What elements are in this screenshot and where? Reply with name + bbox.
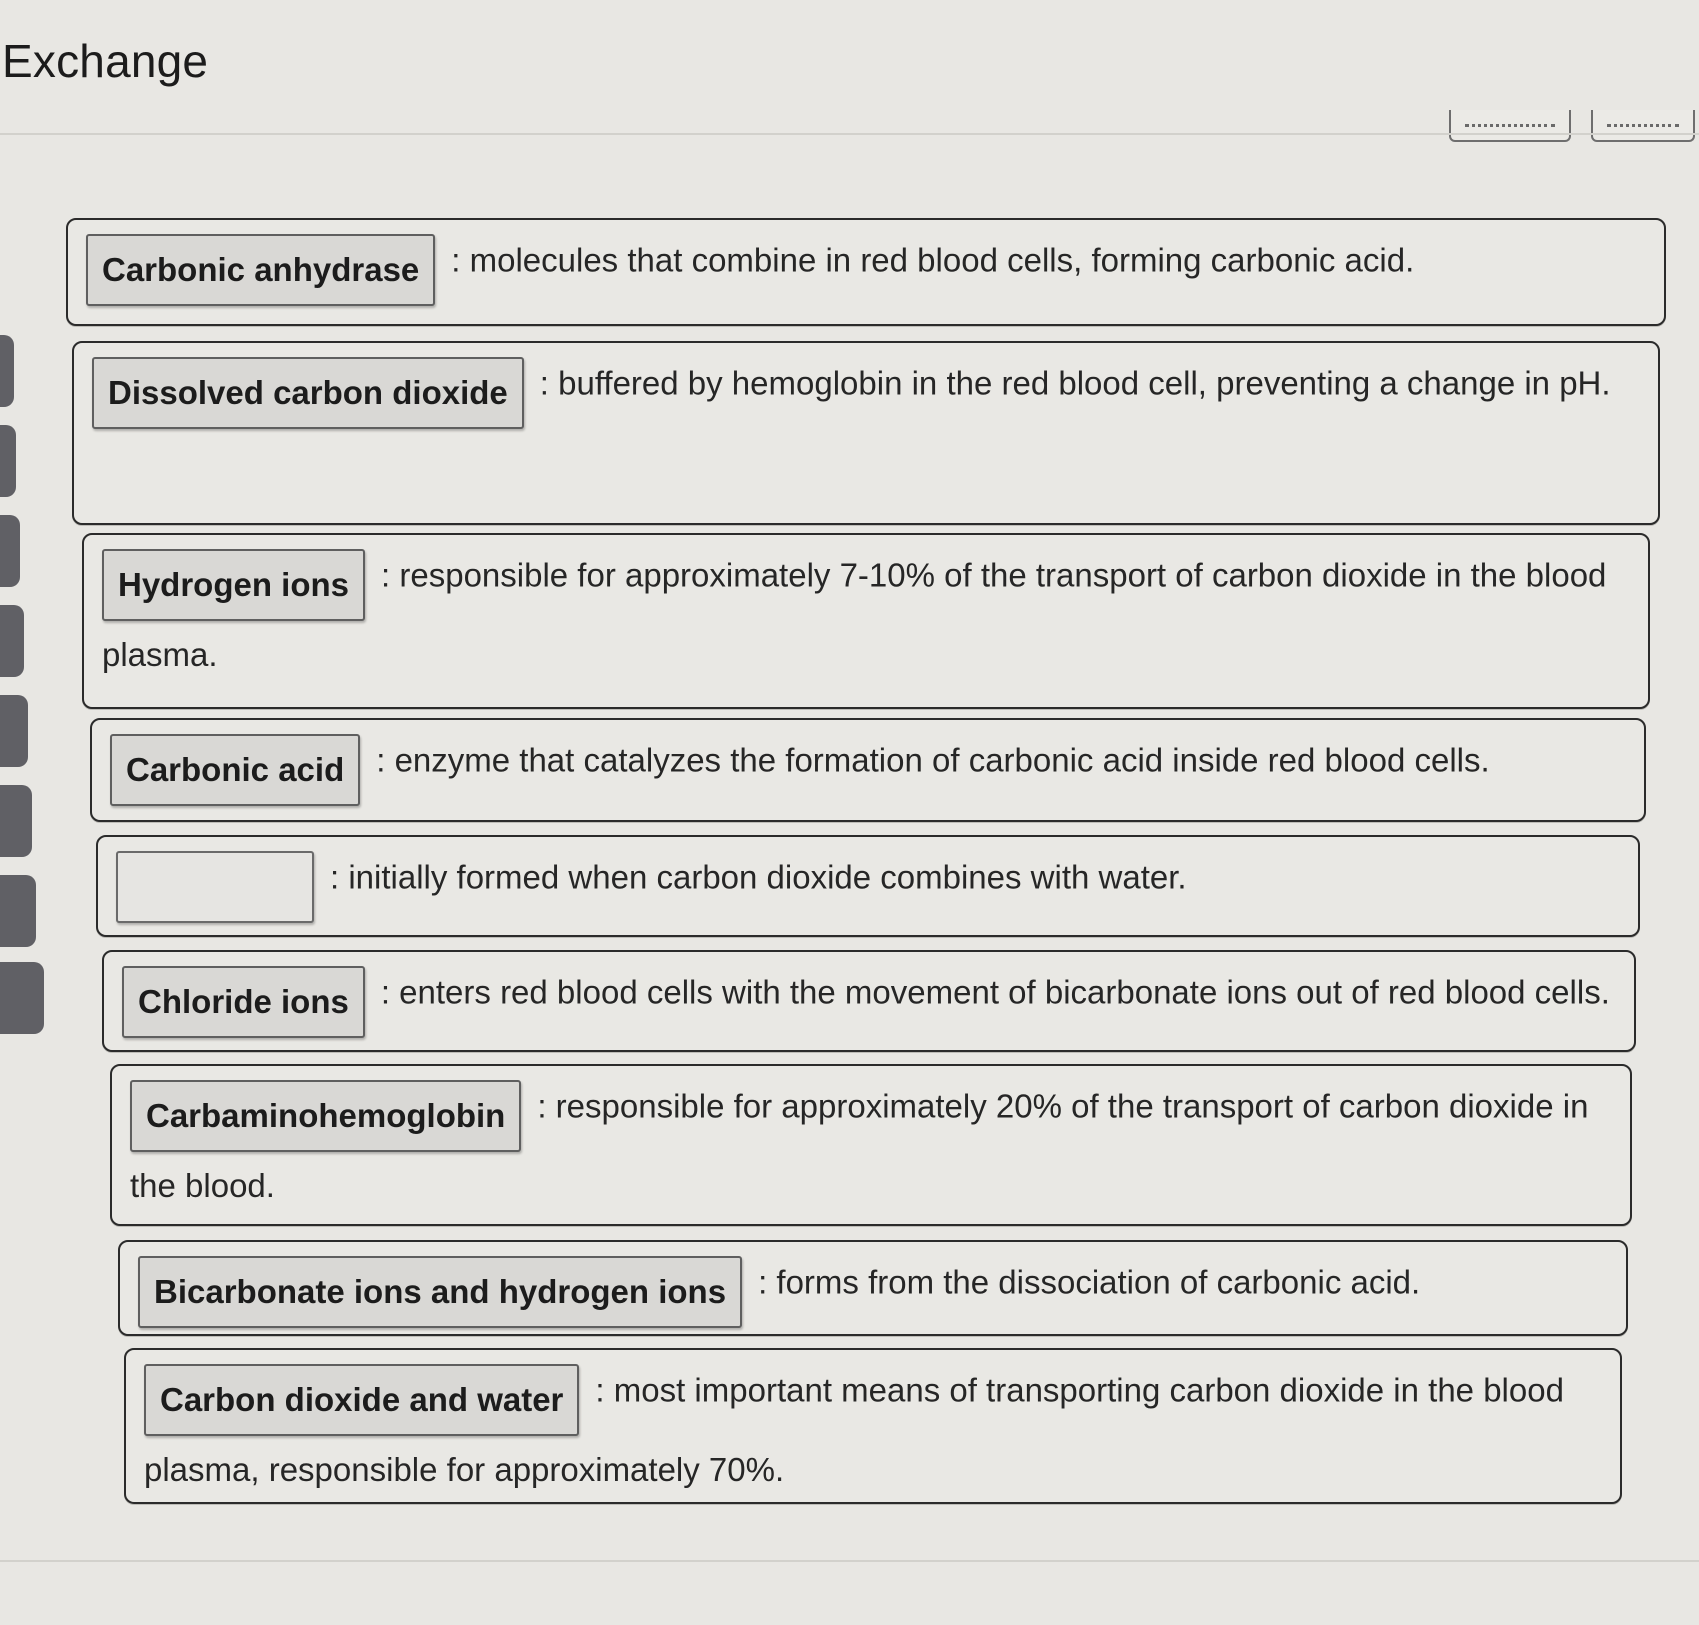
matching-row	[90, 718, 1646, 822]
term-description: : responsible for approximately 20% of the transport of carbon dioxide in the blood.	[130, 1087, 1589, 1204]
title-divider	[0, 133, 1699, 135]
term-drop-target[interactable]: Dissolved carbon dioxide	[92, 357, 524, 429]
term-description: : forms from the dissociation of carbonic acid.	[758, 1263, 1421, 1301]
term-description: : enzyme that catalyzes the formation of carbonic acid inside red blood cells.	[376, 741, 1490, 779]
side-tab[interactable]	[0, 962, 44, 1034]
term-description: : molecules that combine in red blood cells, forming carbonic acid.	[451, 241, 1415, 279]
side-tab[interactable]	[0, 335, 14, 407]
dotted-label-icon	[1465, 124, 1555, 127]
term-drop-target[interactable]: Carbonic anhydrase	[86, 234, 435, 306]
matching-row	[82, 533, 1650, 709]
term-description: : initially formed when carbon dioxide combines with water.	[330, 858, 1187, 896]
matching-row	[118, 1240, 1628, 1336]
matching-row	[96, 835, 1640, 937]
term-drop-target-empty[interactable]	[116, 851, 314, 923]
term-description: : most important means of transporting carbon dioxide in the blood plasma, responsible for approximately 70%.	[144, 1371, 1564, 1488]
side-tab[interactable]	[0, 785, 32, 857]
side-tab[interactable]	[0, 875, 36, 947]
term-description: : enters red blood cells with the movement of bicarbonate ions out of red blood cells.	[380, 973, 1610, 1011]
matching-row	[66, 218, 1666, 326]
bottom-divider	[0, 1560, 1699, 1562]
term-drop-target[interactable]: Carbaminohemoglobin	[130, 1080, 521, 1152]
side-tab[interactable]	[0, 515, 20, 587]
top-button-2[interactable]	[1591, 110, 1695, 142]
term-drop-target[interactable]: Hydrogen ions	[102, 549, 365, 621]
top-button-1[interactable]	[1449, 110, 1571, 142]
matching-row	[124, 1348, 1622, 1504]
side-tab[interactable]	[0, 605, 24, 677]
page-title: Exchange	[2, 35, 209, 87]
term-drop-target[interactable]: Bicarbonate ions and hydrogen ions	[138, 1256, 742, 1328]
matching-row	[72, 341, 1660, 525]
term-description: : responsible for approximately 7-10% of the transport of carbon dioxide in the blood plasma.	[102, 556, 1607, 673]
term-drop-target[interactable]: Chloride ions	[122, 966, 365, 1038]
term-drop-target[interactable]: Carbon dioxide and water	[144, 1364, 579, 1436]
term-description: : buffered by hemoglobin in the red blood cell, preventing a change in pH.	[539, 364, 1611, 402]
dotted-label-icon	[1607, 124, 1679, 127]
matching-row	[102, 950, 1636, 1052]
side-tab[interactable]	[0, 425, 16, 497]
side-tab[interactable]	[0, 695, 28, 767]
matching-row	[110, 1064, 1632, 1226]
term-drop-target[interactable]: Carbonic acid	[110, 734, 360, 806]
